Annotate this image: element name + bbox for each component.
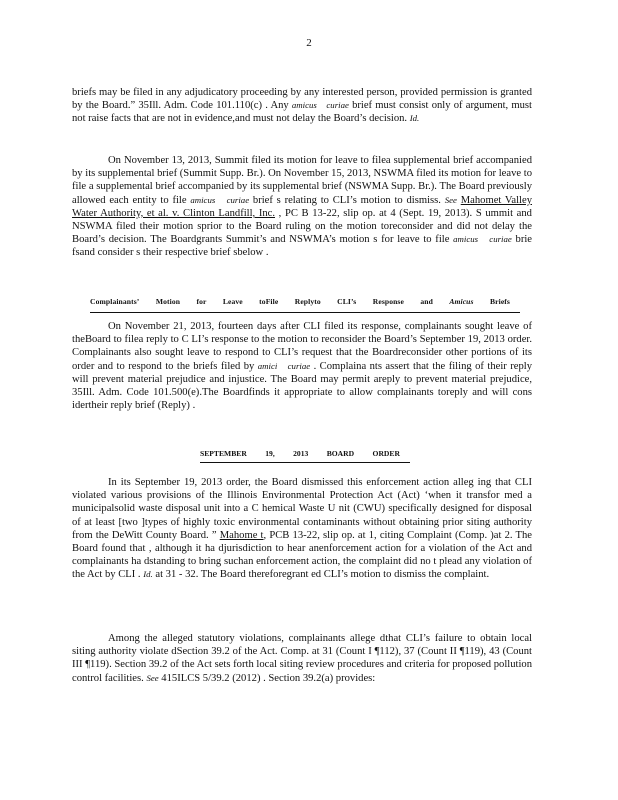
- paragraph-supplemental-briefs: [72, 154, 532, 260]
- heading-word: Motion: [155, 297, 181, 306]
- paragraph-reply-request: [72, 320, 532, 412]
- heading-word: Leave: [222, 297, 243, 306]
- italic-term: amicus: [453, 234, 479, 245]
- text: , PC B 13-22, slip op. at 4 (Sept. 19, 2013). S ummit and NSWMA filed their motion sprior to the Board ruling on the motion toreconsider and did not delay the Board’s decision. The Boardgrants Summit’s and NSWMA’s motion s for leave to file: [72, 207, 532, 246]
- italic-term: amici: [257, 360, 278, 371]
- text: On November 13, 2013, Summit filed its motion for leave to filea supplemental brief accompanied by its supplemental brief (Summit Supp. Br.). On November 15, 2013, NSWMA filed its motion for leave to file a supplemental brief accompanied by its supplemental brief (NSWMA Supp. Br.). The Board previously allowed each entity to file: [72, 155, 532, 206]
- heading-word: Amicus: [449, 297, 474, 306]
- text: Among the alleged statutory violations, complainants allege dthat CLI’s failure to obtain local siting authority violate dSection 39.2 of the Act. Comp. at 31 (Count I ¶112), 37 (Count II ¶119), 43 (Count III ¶119). Section 39.2 of the Act sets forth local siting review procedures and criteria for proposed pollution control facilities.: [72, 633, 532, 684]
- heading-word: ORDER: [372, 449, 400, 458]
- heading-word: 2013: [293, 449, 309, 458]
- paragraph-board-dismissal: [72, 476, 532, 582]
- heading-word: for: [196, 297, 207, 306]
- heading-word: and: [420, 297, 433, 306]
- case-name: Mahome t: [219, 529, 264, 541]
- italic-term: amicus: [190, 194, 216, 205]
- heading-underline: [200, 462, 410, 463]
- heading-underline: [90, 312, 520, 313]
- text: In its September 19, 2013 order, the Board dismissed this enforcement action alleg ing that CLI violated various provisions of the Illinois Environmental Protection Act (Act) ‘when it transfor med a municipalsolid waste disposal unit into a C hemical Waste U nit (CWU) specifically designed for disposal of at least [two ]types of highly toxic environmental contaminants without obtaining prior siting authority from the DeWitt County Board. ”: [72, 477, 532, 541]
- citation-signal: Id.: [409, 113, 420, 124]
- text: , PCB 13-22, slip op. at 1, citing Complaint (Comp. )at 2. The Board found that , although it ha djurisdiction to hear anenforcement action for a violation of the Act and complainants ha dstanding to bring suchan enforcement action, the complaint did no t plead any violation of the Act by CLI .: [72, 529, 533, 581]
- heading-word: Complainants’: [90, 297, 140, 306]
- text: briefs may be filed in any adjudicatory proceeding by any interested person, provided permission is granted by the Board.” 35Ill. Adm. Code 101.110(c) . Any: [72, 87, 532, 112]
- citation-signal: See: [444, 194, 457, 205]
- italic-term: curiae: [326, 100, 349, 111]
- heading-word: Response: [372, 297, 404, 306]
- section-heading-board-order: [200, 449, 400, 458]
- paragraph-siting-violations: [72, 632, 532, 685]
- heading-word: CLI’s: [337, 297, 357, 306]
- italic-term: amicus: [291, 100, 317, 111]
- heading-word: Briefs: [489, 297, 510, 306]
- text: brief s relating to CLI’s motion to dismiss.: [249, 194, 445, 206]
- text: at 31 - 32. The Board thereforegrant ed CLI’s motion to dismiss the complaint.: [152, 569, 490, 581]
- section-heading-motion-for-leave: [90, 297, 510, 306]
- text: . Complaina nts assert that the filing of their reply will prevent material prejudice and injustice. The Board may permit areply to prevent material prejudice, 35Ill. Adm. Code 101.500(e).The Boardfinds it appropriate to allow complainants toreply and will cons idertheir reply brief (Reply) .: [72, 360, 533, 412]
- paragraph-amicus-rule: [72, 86, 532, 126]
- italic-term: curiae: [226, 194, 250, 205]
- citation-signal: See: [146, 672, 159, 683]
- italic-term: curiae: [489, 234, 512, 245]
- heading-word: 19,: [265, 449, 275, 458]
- heading-word: toFile: [259, 297, 279, 306]
- text: brie fsand consider s their respective brief sbelow .: [72, 234, 532, 259]
- heading-word: SEPTEMBER: [200, 449, 247, 458]
- heading-word: BOARD: [326, 449, 355, 458]
- text: brief must consist only of argument, must not raise facts that are not in evidence,and must not delay the Board’s decision.: [72, 100, 532, 125]
- case-name: Mahomet Valley Water Authority, et al. v. Clinton Landfill, Inc.: [72, 194, 532, 219]
- citation-signal: Id.: [143, 569, 153, 580]
- text: 415ILCS 5/39.2 (2012) . Section 39.2(a) provides:: [158, 672, 376, 684]
- text: On November 21, 2013, fourteen days after CLI filed its response, complainants sought leave of theBoard to filea reply to C LI’s response to the motion to reconsider the Board’s September 19, 2013 order. Complainants also sought leave to respond to CLI’s request that the Boardreconsider other portions of its order and to respond to the briefs filed by: [72, 321, 532, 372]
- heading-word: Replyto: [294, 297, 321, 306]
- page-number: 2: [306, 37, 312, 49]
- italic-term: curiae: [287, 360, 311, 371]
